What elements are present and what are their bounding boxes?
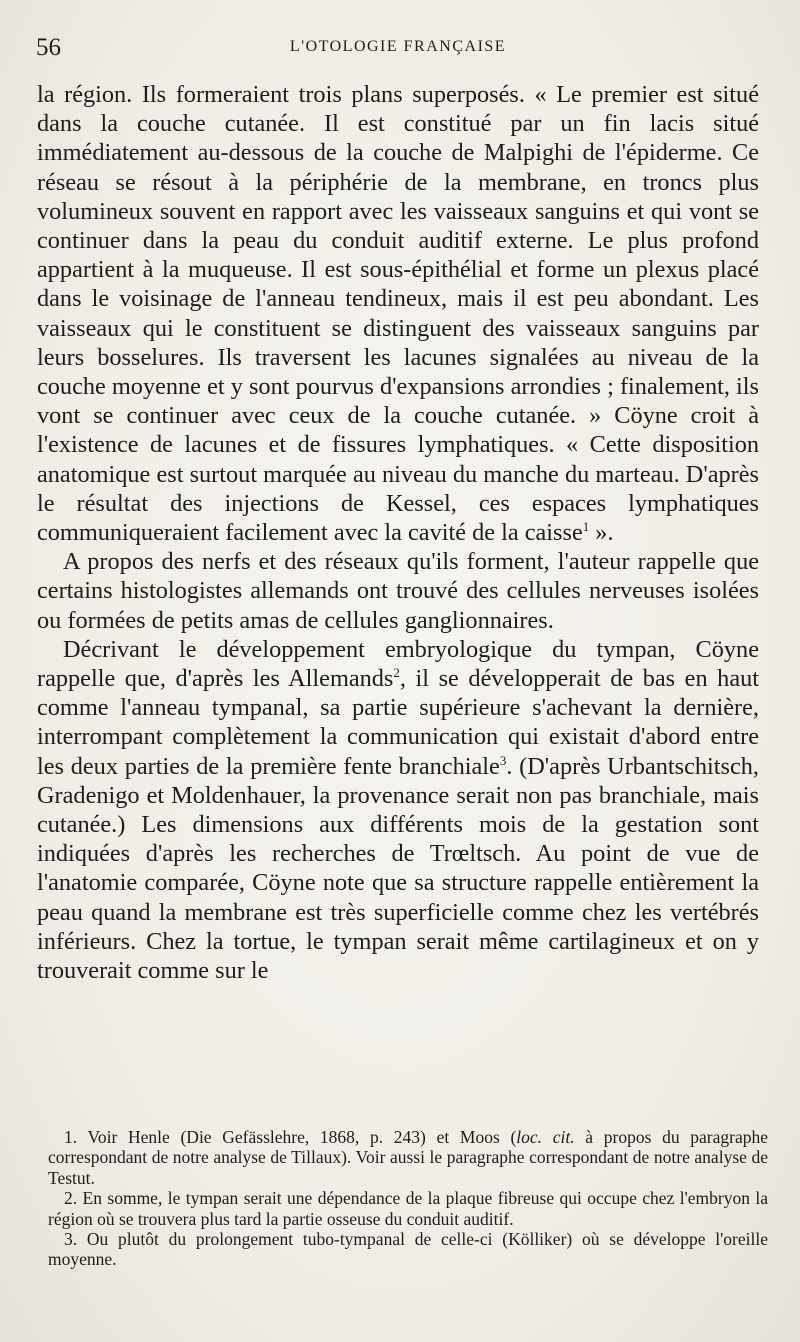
footnote-1-italic: loc. cit. xyxy=(516,1127,575,1147)
paragraph-3-text-c: . (D'après Urbantschitsch, Gradenigo et Moldenhauer, la provenance serait non pas branchiale, mais cutanée.) Les dimensions aux différents mois de la gestation sont indiquées d'après les recherches de Trœltsch. Au point de vue de l'anatomie comparée, Cöyne note que sa structure rappelle entièrement la peau quand la membrane est très superficielle comme chez les vertébrés inférieurs. Chez la tortue, le tympan serait même cartilagineux et on y trouverait comme sur le xyxy=(37,752,759,985)
paragraph-1-text: la région. Ils formeraient trois plans superposés. « Le premier est situé dans la couche cutanée. Il est constitué par un fin lacis situé immédiatement au-dessous de la couche de Malpighi de l'épiderme. Ce réseau se résout à la périphérie de la membrane, en troncs plus volumineux souvent en rapport avec les vaisseaux sanguins et qui vont se continuer dans la peau du conduit auditif externe. Le plus profond appartient à la muqueuse. Il est sous-épithélial et forme un plexus placé dans le voisinage de l'anneau tendineux, mais il est peu abondant. Les vaisseaux qui le constituent se distinguent des vaisseaux sanguins par leurs bosselures. Ils traversent les lacunes signalées au niveau de la couche moyenne et y sont pourvus d'expansions arrondies ; finalement, ils vont se continuer avec ceux de la couche cutanée. » Cöyne croit à l'existence de lacunes et de fissures lymphatiques. « Cette disposition anatomique est surtout marquée au niveau du manche du marteau. D'après le résultat des injections de Kessel, ces espaces lymphatiques communiqueraient facilement avec la cavité de la caisse xyxy=(37,81,759,547)
paragraph-3-text-b: , il se développerait de bas en haut comme l'anneau tympanal, sa partie supérieure s'achevant la dernière, interrompant complètement la communication qui existait d'abord entre les deux parties de la première fente branchiale xyxy=(37,665,760,780)
footnotes xyxy=(48,1127,768,1270)
footnote-ref-2: 2 xyxy=(393,665,400,681)
footnote-ref-3: 3 xyxy=(499,752,507,768)
page-header xyxy=(36,34,760,64)
page-number: 56 xyxy=(36,34,61,61)
footnote-2: 2. En somme, le tympan serait une dépendance de la plaque fibreuse qui occupe chez l'embryon la région où se trouvera plus tard la partie osseuse du conduit auditif. xyxy=(48,1188,768,1229)
paragraph-1 xyxy=(37,80,759,547)
paragraph-1-end: ». xyxy=(589,519,614,547)
footnote-1 xyxy=(48,1127,768,1188)
paragraph-3-text-a: Décrivant le développement embryologique du tympan, Cöyne rappelle que, d'après les Allemands xyxy=(37,635,759,693)
footnote-ref-1: 1 xyxy=(582,519,590,535)
footnote-1-text-b: à propos du paragraphe correspondant de notre analyse de Tillaux). Voir aussi le paragraphe correspondant de notre analyse de Testut. xyxy=(48,1127,768,1188)
paragraph-2: A propos des nerfs et des réseaux qu'ils forment, l'auteur rappelle que certains histologistes allemands ont trouvé des cellules nerveuses isolées ou formées de petits amas de cellules ganglionnaires. xyxy=(37,548,759,634)
footnote-1-text-a: 1. Voir Henle (Die Gefässlehre, 1868, p. 243) et Moos ( xyxy=(64,1127,517,1147)
footnote-3: 3. Ou plutôt du prolongement tubo-tympanal de celle-ci (Kölliker) où se développe l'oreille moyenne. xyxy=(48,1229,768,1270)
paragraph-3 xyxy=(37,635,759,985)
body-text xyxy=(37,80,759,985)
running-title: L'OTOLOGIE FRANÇAISE xyxy=(289,38,507,55)
